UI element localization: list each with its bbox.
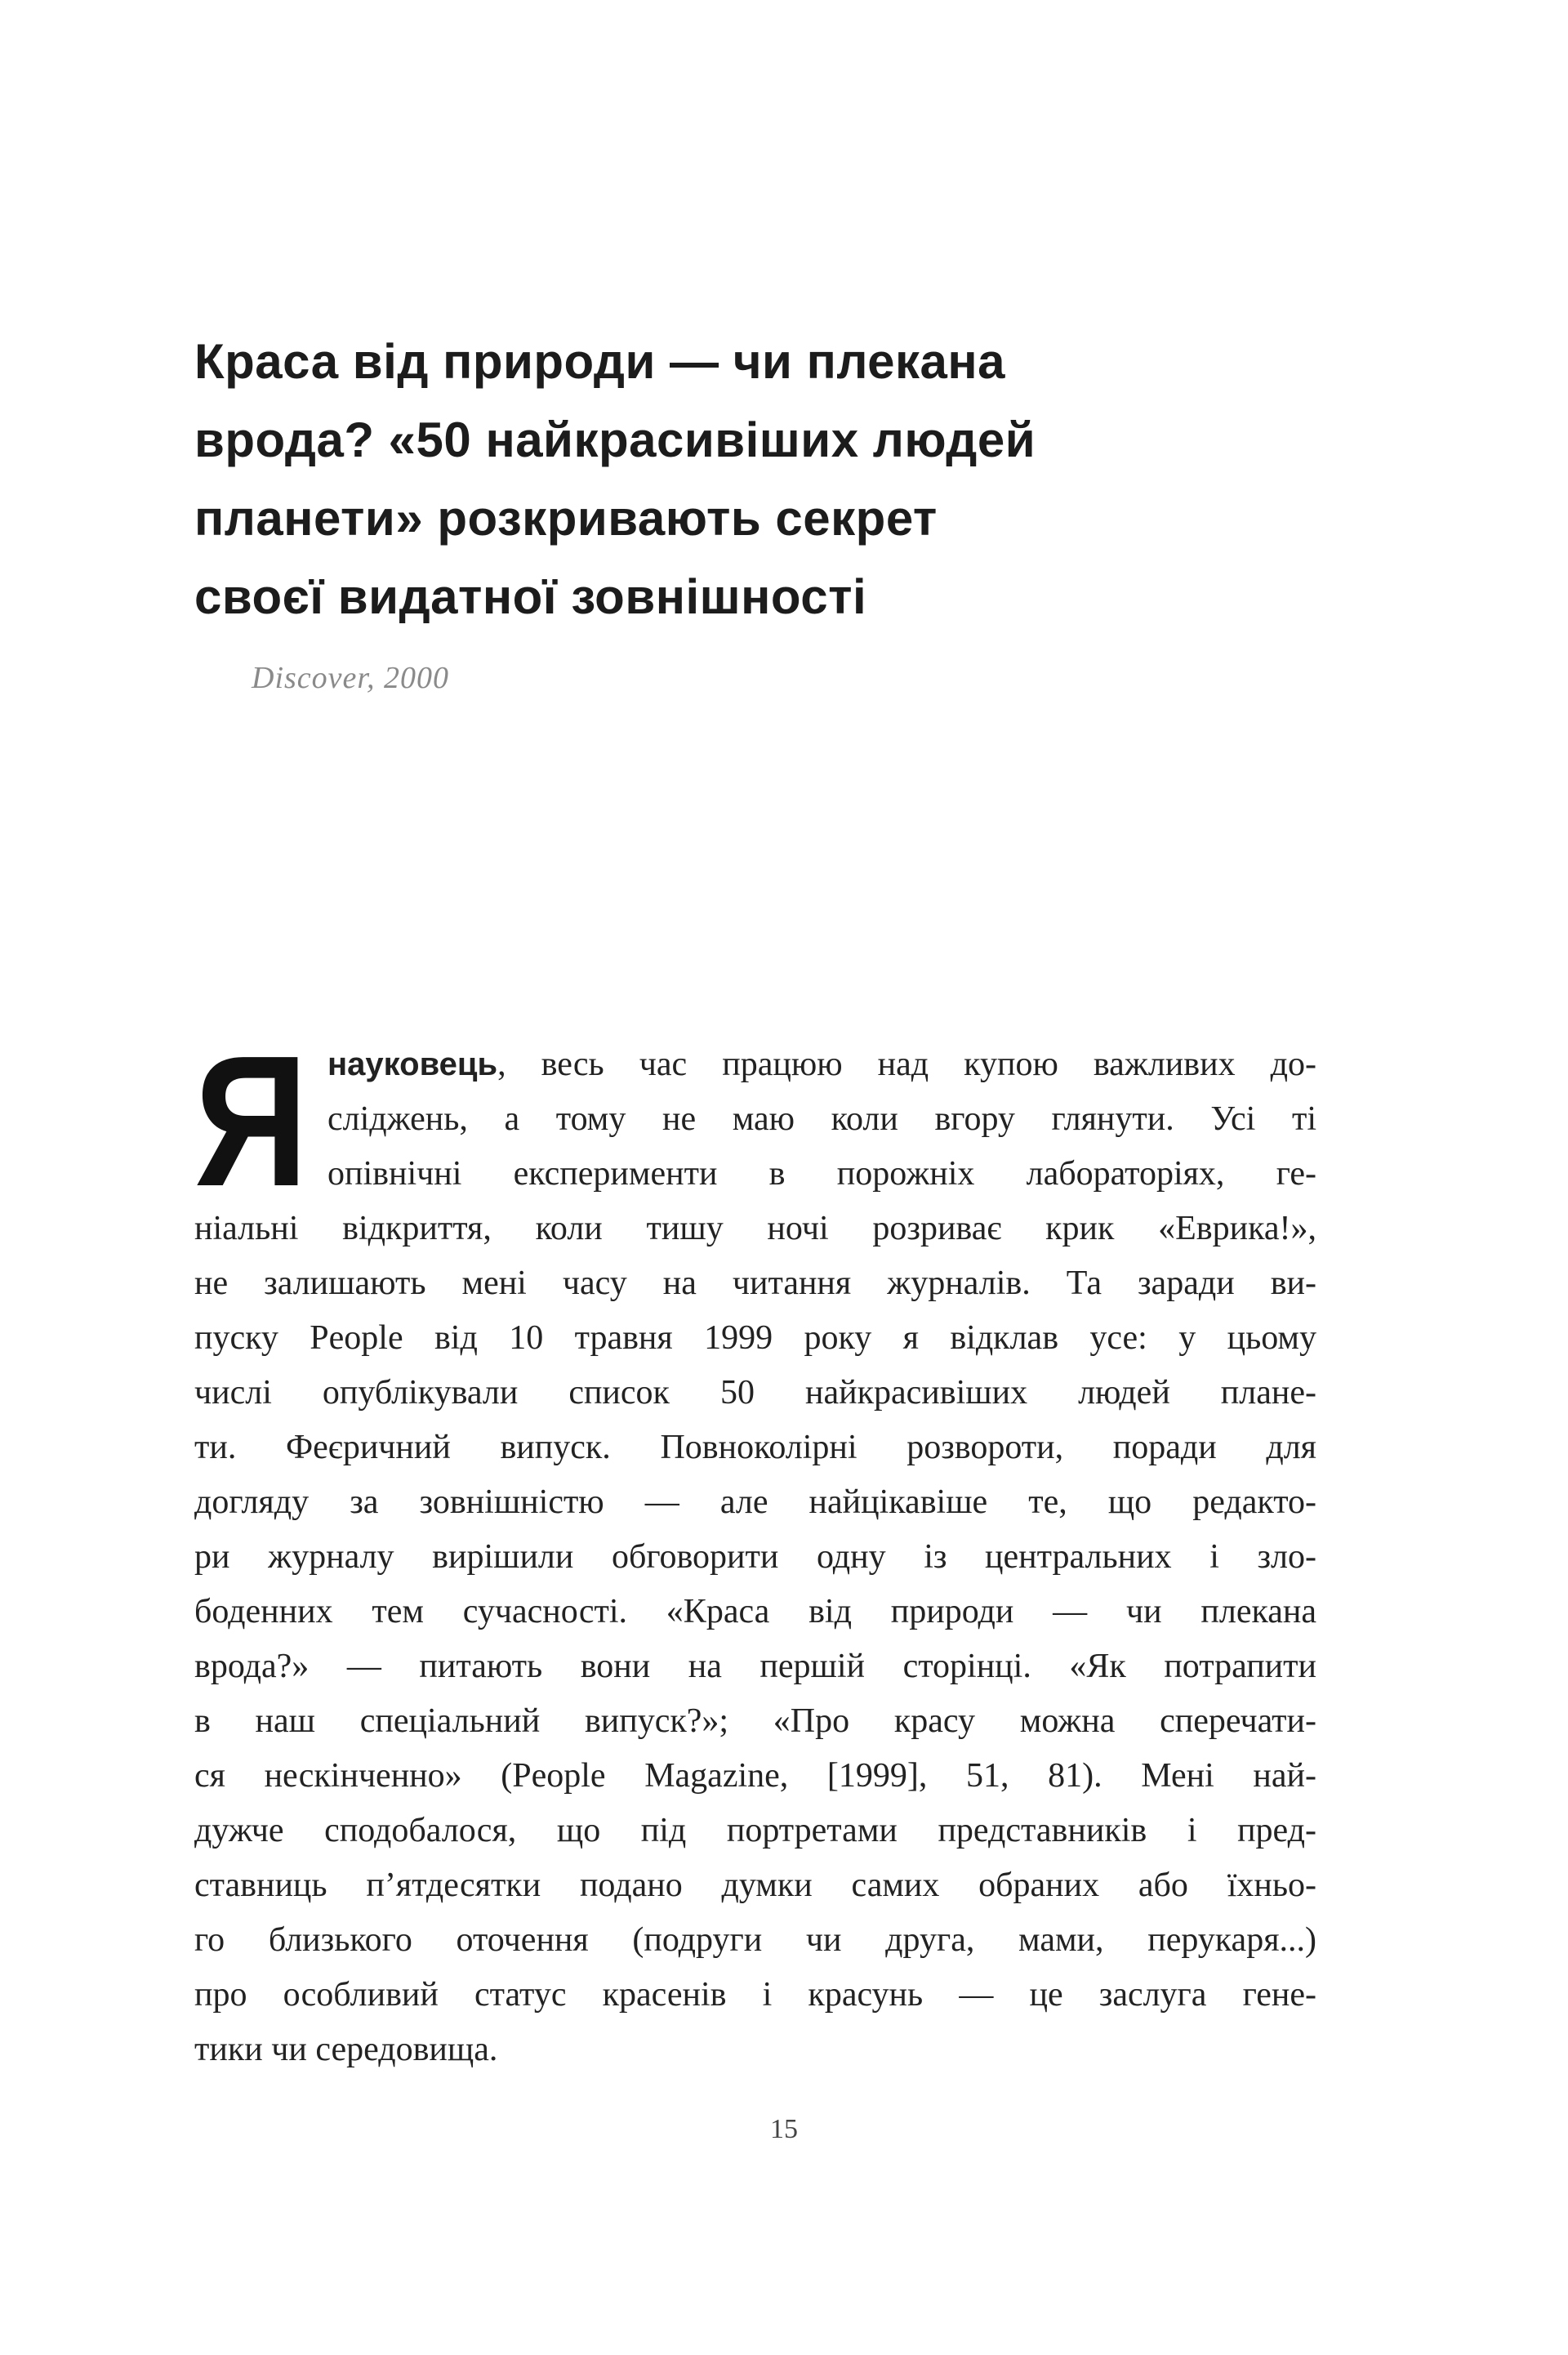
- body-line: ри журналу вирішили обговорити одну із центральних і зло-: [194, 1538, 1316, 1576]
- body-line: тики чи середовища.: [194, 2031, 498, 2068]
- body-line: числі опублікували список 50 найкрасивіших людей плане-: [194, 1374, 1316, 1412]
- lead-word: науковець: [327, 1046, 498, 1082]
- body-line: в наш спеціальний випуск?»; «Про красу можна сперечати-: [194, 1702, 1316, 1740]
- body-line: ставниць п’ятдесятки подано думки самих обраних або їхньо-: [194, 1867, 1316, 1904]
- chapter-title-line: планети» розкривають секрет: [194, 491, 938, 546]
- chapter-title-line: врода? «50 найкрасивіших людей: [194, 413, 1036, 467]
- body-line: ніальні відкриття, коли тишу ночі розриває крик «Еврика!»,: [194, 1210, 1316, 1247]
- source-citation: Discover, 2000: [252, 661, 449, 695]
- body-line: [327, 1037, 1316, 1092]
- body-text: [194, 1018, 1316, 2077]
- body-line: ти. Феєричний випуск. Повноколірні розвороти, поради для: [194, 1429, 1316, 1466]
- first-line-rest: , весь час працюю над купою важливих до-: [497, 1046, 1316, 1083]
- body-line: врода?» — питають вони на першій сторінці. «Як потрапити: [194, 1648, 1316, 1685]
- body-line: дужче сподобалося, що під портретами представників і пред-: [194, 1812, 1316, 1849]
- body-line: пуску People від 10 травня 1999 року я відклав усе: у цьому: [194, 1319, 1316, 1357]
- body-line: боденних тем сучасності. «Краса від природи — чи плекана: [194, 1593, 1316, 1630]
- body-line: не залишають мені часу на читання журналів. Та заради ви-: [194, 1264, 1316, 1302]
- body-line: сліджень, а тому не маю коли вгору глянути. Усі ті: [327, 1100, 1316, 1138]
- chapter-title: [194, 323, 1256, 636]
- body-line: опівнічні експерименти в порожніх лабораторіях, ге-: [327, 1155, 1316, 1193]
- chapter-title-line: своєї видатної зовнішності: [194, 569, 867, 624]
- chapter-title-line: Краса від природи — чи плекана: [194, 334, 1006, 389]
- body-line: го близького оточення (подруги чи друга, мами, перукаря...): [194, 1921, 1316, 1959]
- body-line: догляду за зовнішністю — але найцікавіше те, що редакто-: [194, 1483, 1316, 1521]
- body-line: ся нескінченно» (People Magazine, [1999], 51, 81). Мені най-: [194, 1757, 1316, 1795]
- body-line: про особливий статус красенів і красунь — це заслуга гене-: [194, 1976, 1316, 2014]
- page-number: 15: [770, 2114, 798, 2144]
- drop-cap: Я: [194, 1018, 309, 1225]
